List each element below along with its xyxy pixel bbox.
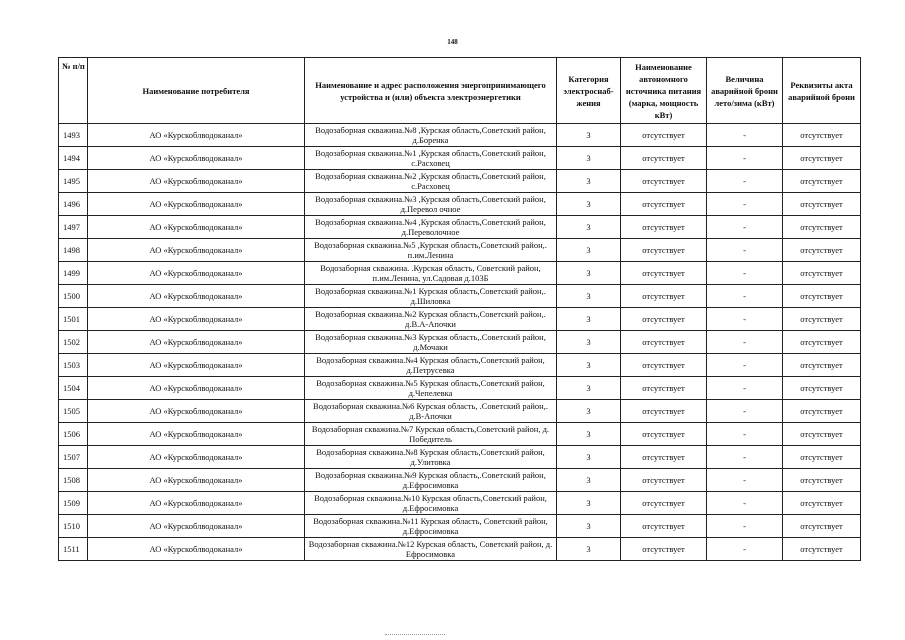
table-header: [59, 58, 861, 124]
cell-num: 1498: [59, 239, 88, 262]
cell-autonomous-source: отсутствует: [621, 170, 707, 193]
cell-reserve-value: -: [707, 216, 783, 239]
cell-category: 3: [557, 515, 621, 538]
cell-reserve-value: -: [707, 170, 783, 193]
cell-consumer: АО «Курскоблводоканал»: [88, 515, 305, 538]
cell-num: 1508: [59, 469, 88, 492]
table-row: [59, 170, 861, 193]
cell-category: 3: [557, 400, 621, 423]
cell-num: 1509: [59, 492, 88, 515]
cell-act-details: отсутствует: [783, 538, 861, 561]
cell-consumer: АО «Курскоблводоканал»: [88, 538, 305, 561]
cell-reserve-value: -: [707, 239, 783, 262]
cell-act-details: отсутствует: [783, 423, 861, 446]
cell-category: 3: [557, 492, 621, 515]
cell-consumer: АО «Курскоблводоканал»: [88, 331, 305, 354]
cell-category: 3: [557, 193, 621, 216]
table-row: [59, 354, 861, 377]
cell-autonomous-source: отсутствует: [621, 492, 707, 515]
table-row: [59, 239, 861, 262]
cell-consumer: АО «Курскоблводоканал»: [88, 216, 305, 239]
cell-address: Водозаборная скважина.№5 ,Курская область,Советский район,. п.им.Ленина: [305, 239, 557, 262]
cell-address: Водозаборная скважина.№4 ,Курская область,Советский район, д.Переволочное: [305, 216, 557, 239]
cell-autonomous-source: отсутствует: [621, 147, 707, 170]
cell-address: Водозаборная скважина.№8 ,Курская область,Советский район, д.Боренка: [305, 124, 557, 147]
cell-category: 3: [557, 147, 621, 170]
cell-address: Водозаборная скважина.№6 Курская область, .Советский район,. д.В-Апочки: [305, 400, 557, 423]
table-row: [59, 262, 861, 285]
cell-num: 1507: [59, 446, 88, 469]
cell-category: 3: [557, 262, 621, 285]
cell-category: 3: [557, 354, 621, 377]
cell-autonomous-source: отсутствует: [621, 515, 707, 538]
table-row: [59, 400, 861, 423]
cell-autonomous-source: отсутствует: [621, 469, 707, 492]
cell-address: Водозаборная скважина.№10 Курская область,Советский район, д.Ефросимовка: [305, 492, 557, 515]
table-row: [59, 446, 861, 469]
cell-autonomous-source: отсутствует: [621, 354, 707, 377]
cell-act-details: отсутствует: [783, 170, 861, 193]
cell-category: 3: [557, 239, 621, 262]
cell-category: 3: [557, 331, 621, 354]
cell-num: 1503: [59, 354, 88, 377]
cell-consumer: АО «Курскоблводоканал»: [88, 239, 305, 262]
cell-consumer: АО «Курскоблводоканал»: [88, 492, 305, 515]
cell-act-details: отсутствует: [783, 216, 861, 239]
cell-address: Водозаборная скважина.№11 Курская область, Советский район, д.Ефросимовка: [305, 515, 557, 538]
page-number: 148: [447, 38, 458, 46]
cell-address: Водозаборная скважина.№8 Курская область,Советский район, д.Улитовка: [305, 446, 557, 469]
cell-category: 3: [557, 377, 621, 400]
cell-num: 1510: [59, 515, 88, 538]
cell-reserve-value: -: [707, 331, 783, 354]
cell-reserve-value: -: [707, 400, 783, 423]
table-row: [59, 331, 861, 354]
table-row: [59, 377, 861, 400]
cell-num: 1505: [59, 400, 88, 423]
cell-reserve-value: -: [707, 515, 783, 538]
cell-num: 1497: [59, 216, 88, 239]
cell-autonomous-source: отсутствует: [621, 377, 707, 400]
cell-reserve-value: -: [707, 354, 783, 377]
cell-num: 1493: [59, 124, 88, 147]
cell-reserve-value: -: [707, 423, 783, 446]
cell-act-details: отсутствует: [783, 492, 861, 515]
cell-consumer: АО «Курскоблводоканал»: [88, 262, 305, 285]
header-reserve-value: Величина аварийной брони лето/зима (кВт): [707, 58, 783, 124]
table-row: [59, 423, 861, 446]
cell-consumer: АО «Курскоблводоканал»: [88, 377, 305, 400]
table-row: [59, 147, 861, 170]
cell-act-details: отсутствует: [783, 515, 861, 538]
cell-address: Водозаборная скважина.№2 Курская область,Советский район,. д.В.А-Апочки: [305, 308, 557, 331]
cell-address: Водозаборная скважина.№5 Курская область,Советский район, д.Чепелевка: [305, 377, 557, 400]
cell-act-details: отсутствует: [783, 193, 861, 216]
cell-reserve-value: -: [707, 193, 783, 216]
cell-num: 1499: [59, 262, 88, 285]
cell-act-details: отсутствует: [783, 446, 861, 469]
cell-num: 1506: [59, 423, 88, 446]
cell-reserve-value: -: [707, 308, 783, 331]
cell-consumer: АО «Курскоблводоканал»: [88, 170, 305, 193]
cell-act-details: отсутствует: [783, 469, 861, 492]
cell-autonomous-source: отсутствует: [621, 538, 707, 561]
cell-act-details: отсутствует: [783, 308, 861, 331]
cell-reserve-value: -: [707, 538, 783, 561]
cell-reserve-value: -: [707, 262, 783, 285]
table-row: [59, 193, 861, 216]
cell-num: 1495: [59, 170, 88, 193]
cell-category: 3: [557, 124, 621, 147]
table-row: [59, 515, 861, 538]
cell-num: 1504: [59, 377, 88, 400]
cell-act-details: отсутствует: [783, 262, 861, 285]
cell-act-details: отсутствует: [783, 239, 861, 262]
table-row: [59, 285, 861, 308]
cell-category: 3: [557, 446, 621, 469]
cell-num: 1502: [59, 331, 88, 354]
cell-act-details: отсутствует: [783, 124, 861, 147]
cell-act-details: отсутствует: [783, 147, 861, 170]
cell-act-details: отсутствует: [783, 377, 861, 400]
cell-act-details: отсутствует: [783, 400, 861, 423]
table-body: [59, 124, 861, 561]
cell-address: Водозаборная скважина.№2 ,Курская область,Советский район, с.Расховец: [305, 170, 557, 193]
cell-consumer: АО «Курскоблводоканал»: [88, 124, 305, 147]
cell-autonomous-source: отсутствует: [621, 308, 707, 331]
cell-address: Водозаборная скважина.№1 Курская область,Советский район,. д.Шиловка: [305, 285, 557, 308]
cell-address: Водозаборная скважина.№3 Курская область,.Советский район, д.Мочаки: [305, 331, 557, 354]
cell-reserve-value: -: [707, 492, 783, 515]
cell-address: Водозаборная скважина.№3 ,Курская область,Советский район, д.Перевол очное: [305, 193, 557, 216]
cell-autonomous-source: отсутствует: [621, 285, 707, 308]
header-autonomous-source: Наименование автономного источника питания (марка, мощность кВт): [621, 58, 707, 124]
cell-autonomous-source: отсутствует: [621, 239, 707, 262]
cell-reserve-value: -: [707, 446, 783, 469]
cell-autonomous-source: отсутствует: [621, 331, 707, 354]
cell-act-details: отсутствует: [783, 331, 861, 354]
header-row: [59, 58, 861, 124]
cell-category: 3: [557, 285, 621, 308]
cell-num: 1494: [59, 147, 88, 170]
cell-reserve-value: -: [707, 377, 783, 400]
cell-num: 1496: [59, 193, 88, 216]
header-num: № п/п: [59, 58, 88, 124]
cell-autonomous-source: отсутствует: [621, 193, 707, 216]
cell-consumer: АО «Курскоблводоканал»: [88, 423, 305, 446]
cell-category: 3: [557, 308, 621, 331]
cell-autonomous-source: отсутствует: [621, 262, 707, 285]
cell-autonomous-source: отсутствует: [621, 400, 707, 423]
cell-category: 3: [557, 216, 621, 239]
emergency-reserve-table: [58, 57, 861, 561]
cell-reserve-value: -: [707, 124, 783, 147]
cell-num: 1501: [59, 308, 88, 331]
cell-autonomous-source: отсутствует: [621, 216, 707, 239]
cell-consumer: АО «Курскоблводоканал»: [88, 193, 305, 216]
cell-num: 1500: [59, 285, 88, 308]
cell-autonomous-source: отсутствует: [621, 124, 707, 147]
cell-reserve-value: -: [707, 147, 783, 170]
cell-address: Водозаборная скважина. .Курская область, Советский район, п.им.Ленина, ул.Садовая д.103Б: [305, 262, 557, 285]
cell-consumer: АО «Курскоблводоканал»: [88, 400, 305, 423]
cell-address: Водозаборная скважина.№1 ,Курская область,Советский район, с.Расховец: [305, 147, 557, 170]
cell-consumer: АО «Курскоблводоканал»: [88, 285, 305, 308]
cell-address: Водозаборная скважина.№4 Курская область,Советский район, д.Петрусевка: [305, 354, 557, 377]
table-row: [59, 492, 861, 515]
header-act-details: Реквизиты акта аварийной брони: [783, 58, 861, 124]
cell-address: Водозаборная скважина.№9 Курская область,.Советский район, д.Ефросимовка: [305, 469, 557, 492]
cell-reserve-value: -: [707, 285, 783, 308]
header-address: Наименование и адрес расположения энергопринимающего устройства и (или) объекта электроэнергетики: [305, 58, 557, 124]
cell-reserve-value: -: [707, 469, 783, 492]
table-row: [59, 124, 861, 147]
cell-act-details: отсутствует: [783, 285, 861, 308]
table-row: [59, 216, 861, 239]
cell-consumer: АО «Курскоблводоканал»: [88, 469, 305, 492]
table-row: [59, 538, 861, 561]
table-row: [59, 308, 861, 331]
cell-address: Водозаборная скважина.№12 Курская область, Советский район, д. Ефросимовка: [305, 538, 557, 561]
header-category: Категория электроснаб-жения: [557, 58, 621, 124]
cell-category: 3: [557, 423, 621, 446]
scan-artifact: [385, 634, 445, 636]
cell-autonomous-source: отсутствует: [621, 446, 707, 469]
cell-consumer: АО «Курскоблводоканал»: [88, 308, 305, 331]
cell-consumer: АО «Курскоблводоканал»: [88, 147, 305, 170]
cell-consumer: АО «Курскоблводоканал»: [88, 354, 305, 377]
header-consumer: Наименование потребителя: [88, 58, 305, 124]
cell-num: 1511: [59, 538, 88, 561]
cell-act-details: отсутствует: [783, 354, 861, 377]
cell-autonomous-source: отсутствует: [621, 423, 707, 446]
cell-address: Водозаборная скважина.№7 Курская область,Советский район, д. Победитель: [305, 423, 557, 446]
cell-consumer: АО «Курскоблводоканал»: [88, 446, 305, 469]
cell-category: 3: [557, 170, 621, 193]
cell-category: 3: [557, 469, 621, 492]
cell-category: 3: [557, 538, 621, 561]
table-row: [59, 469, 861, 492]
